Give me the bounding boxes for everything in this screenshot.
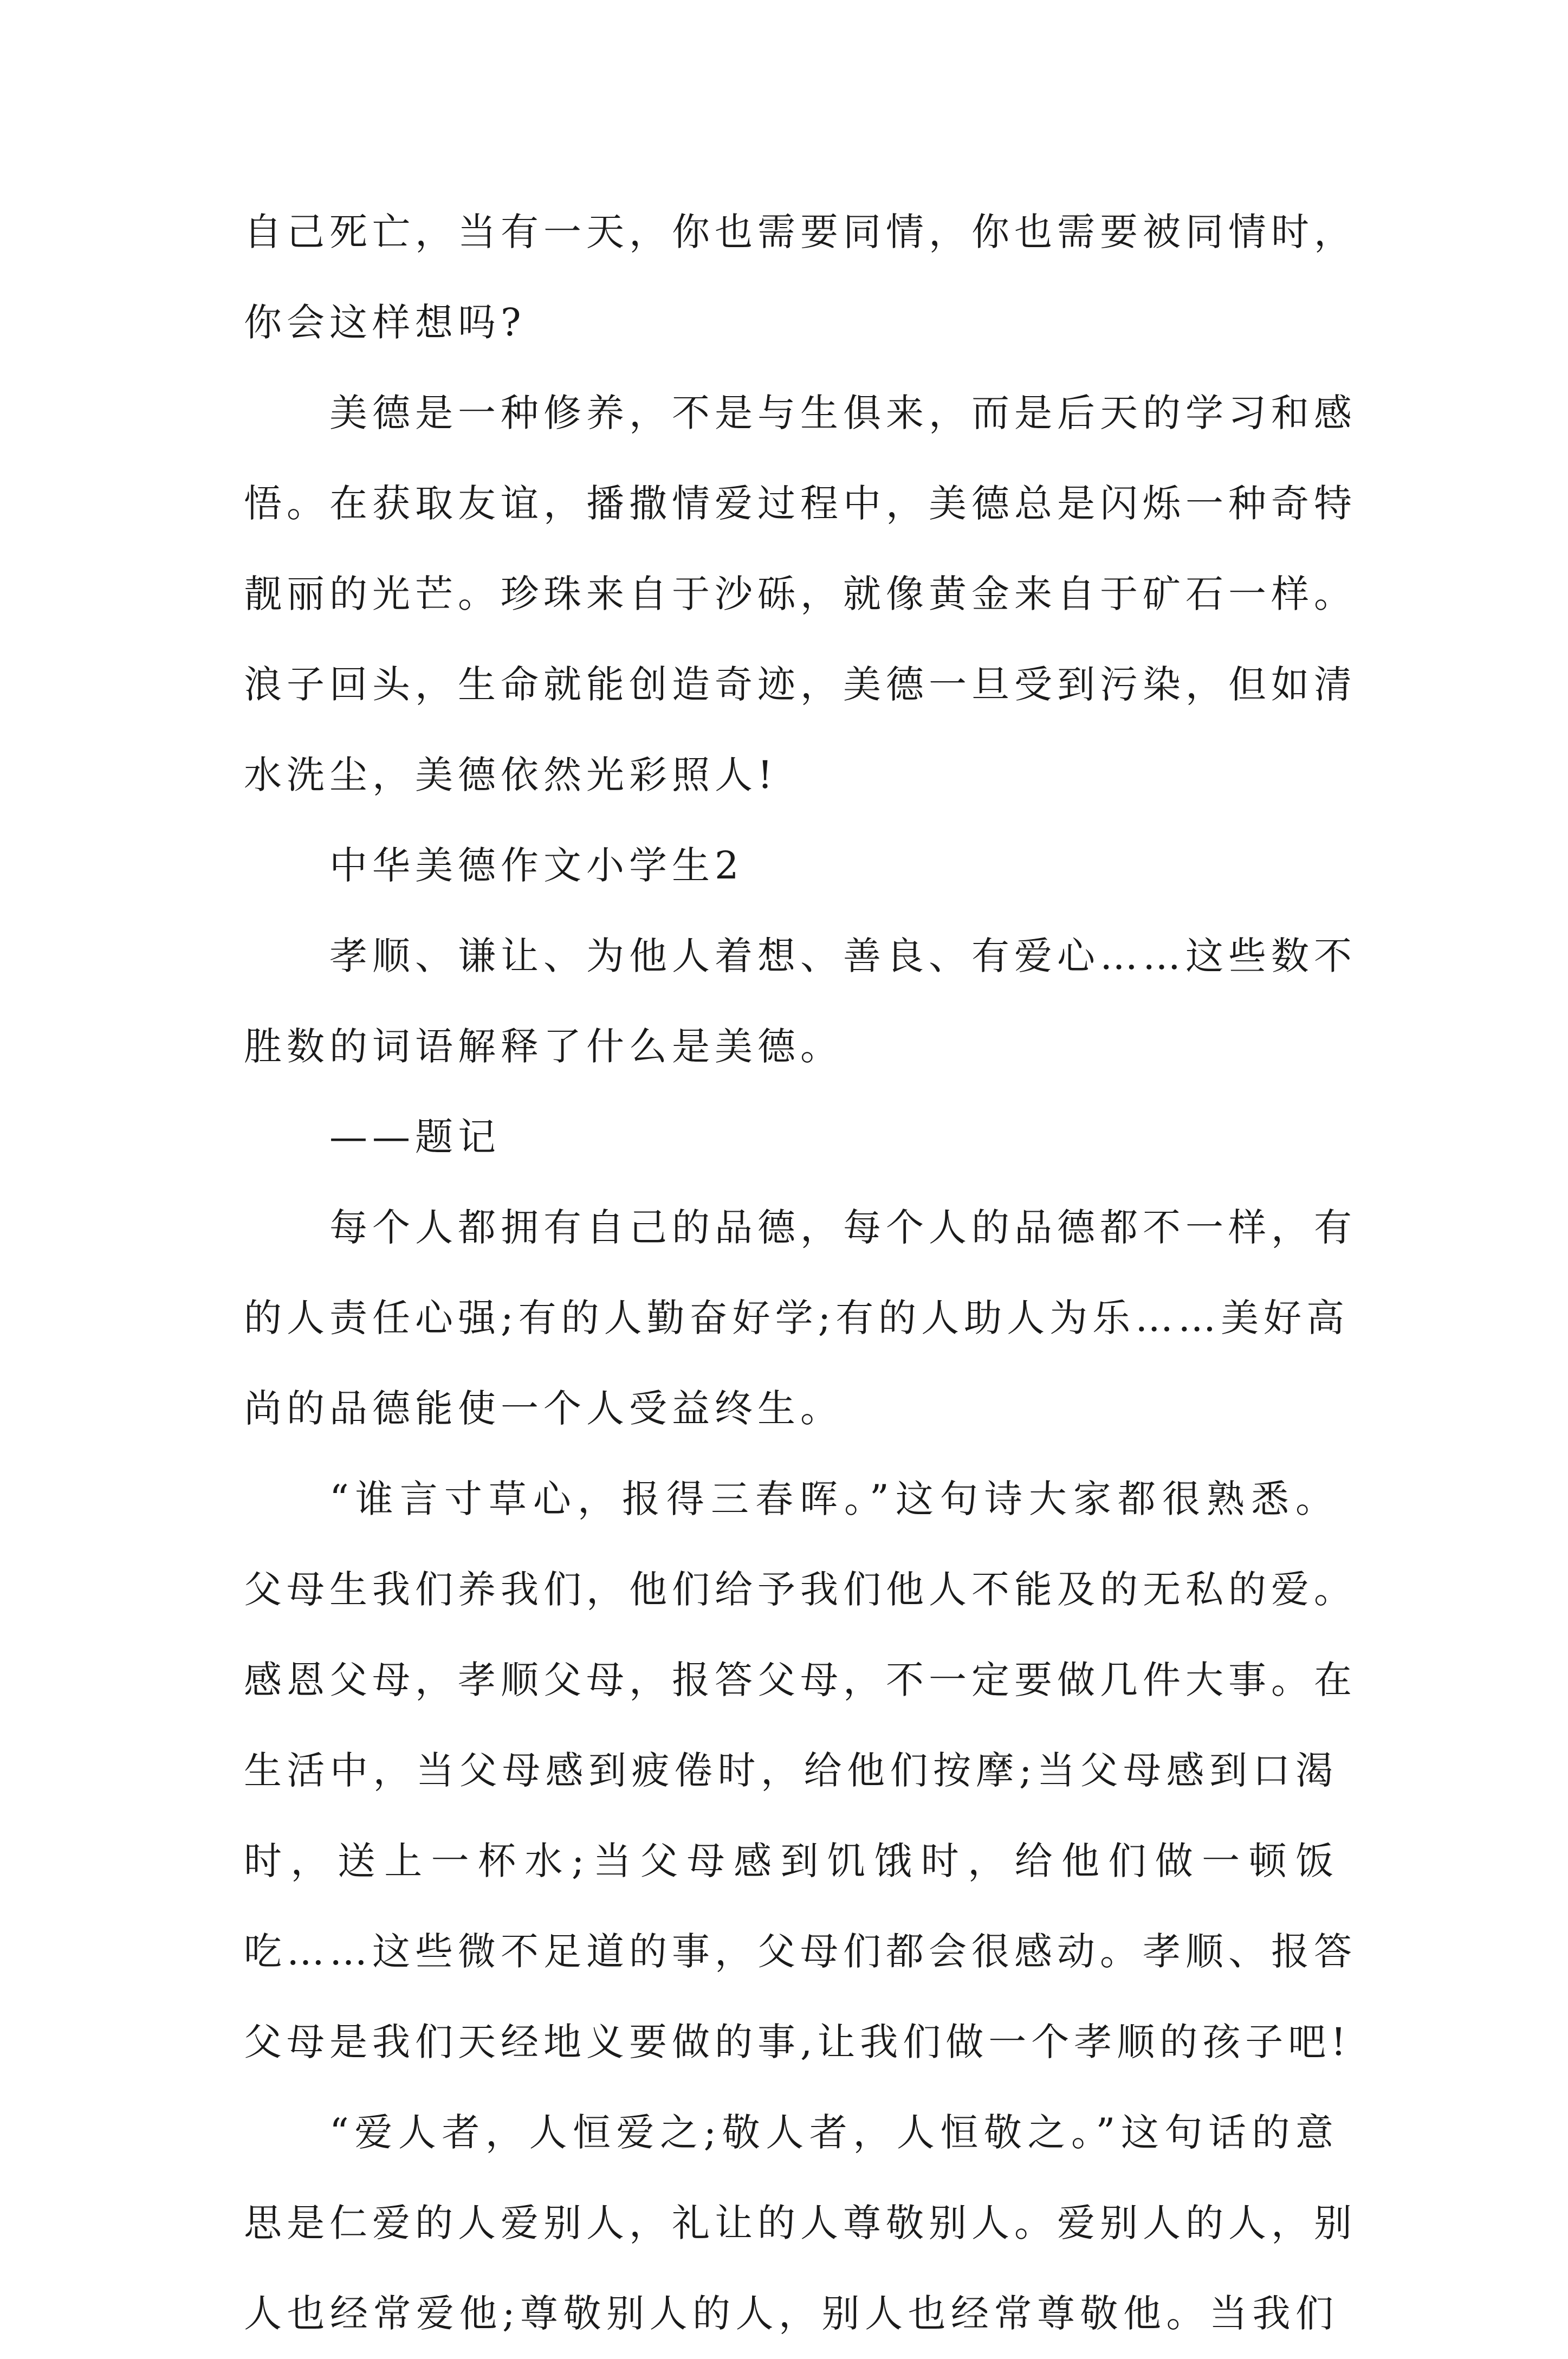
text-line-1: 自己死亡，当有一天，你也需要同情，你也需要被同情时， (244, 210, 1357, 254)
section-heading: 中华美德作文小学生2 (329, 843, 744, 888)
text-line-16: 父母生我们养我们，他们给予我们他人不能及的无私的爱。 (244, 1567, 1357, 1612)
text-line-18: 生活中，当父母感到疲倦时，给他们按摩;当父母感到口渴 (244, 1748, 1338, 1793)
text-line-21: 父母是我们天经地义要做的事,让我们做一个孝顺的孩子吧! (244, 2020, 1351, 2064)
text-line-4: 悟。在获取友谊，播撒情爱过程中，美德总是闪烁一种奇特 (244, 481, 1357, 526)
text-line-14: 尚的品德能使一个人受益终生。 (244, 1386, 843, 1431)
text-line-9: 孝顺、谦让、为他人着想、善良、有爱心……这些数不 (329, 934, 1357, 978)
text-line-3: 美德是一种修养，不是与生俱来，而是后天的学习和感 (329, 391, 1357, 435)
text-line-20: 吃……这些微不足道的事，父母们都会很感动。孝顺、报答 (244, 1929, 1357, 1974)
text-line-6: 浪子回头，生命就能创造奇迹，美德一旦受到污染，但如清 (244, 662, 1357, 707)
text-line-13: 的人责任心强;有的人勤奋好学;有的人助人为乐……美好高 (244, 1296, 1350, 1340)
text-line-22: “爱人者，人恒爱之;敬人者，人恒敬之。”这句话的意 (329, 2110, 1338, 2155)
text-line-2: 你会这样想吗? (244, 300, 526, 345)
text-line-17: 感恩父母，孝顺父母，报答父母，不一定要做几件大事。在 (244, 1658, 1357, 1702)
text-line-23: 思是仁爱的人爱别人，礼让的人尊敬别人。爱别人的人，别 (244, 2201, 1357, 2245)
text-line-12: 每个人都拥有自己的品德，每个人的品德都不一样，有 (329, 1205, 1357, 1250)
epigraph-attribution: ——题记 (329, 1115, 501, 1159)
text-line-10: 胜数的词语解释了什么是美德。 (244, 1024, 843, 1069)
text-line-24: 人也经常爱他;尊敬别人的人，别人也经常尊敬他。当我们 (244, 2291, 1338, 2336)
text-line-7: 水洗尘，美德依然光彩照人! (244, 753, 778, 797)
document-body (244, 187, 1357, 2359)
text-line-19: 时，送上一杯水;当父母感到饥饿时，给他们做一顿饭 (244, 1839, 1338, 1883)
text-line-15: “谁言寸草心，报得三春晖。”这句诗大家都很熟悉。 (329, 1477, 1338, 1521)
text-line-5: 靓丽的光芒。珍珠来自于沙砾，就像黄金来自于矿石一样。 (244, 572, 1357, 616)
